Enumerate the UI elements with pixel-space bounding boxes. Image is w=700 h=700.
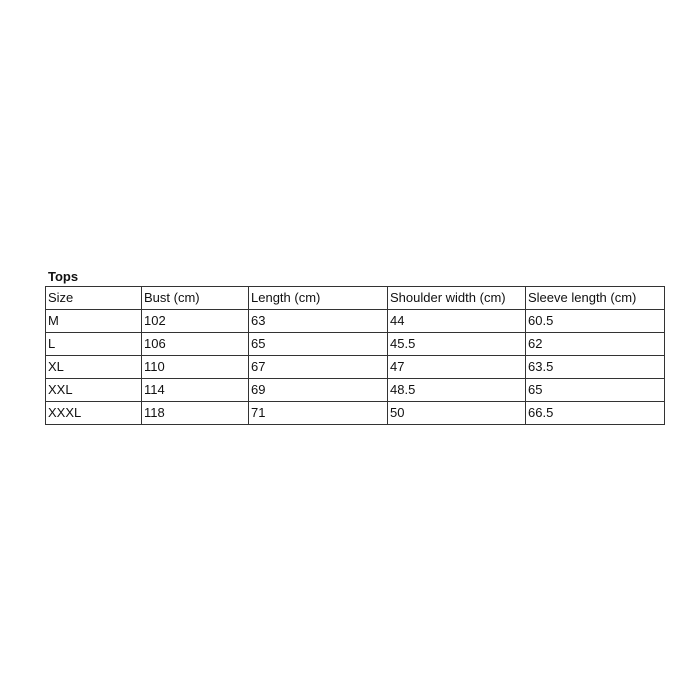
cell-shoulder-width: 47 xyxy=(388,356,526,379)
cell-length: 67 xyxy=(249,356,388,379)
table-row xyxy=(46,356,665,379)
header-cell-shoulder-width: Shoulder width (cm) xyxy=(388,287,526,310)
cell-size: XXL xyxy=(46,379,142,402)
cell-length: 65 xyxy=(249,333,388,356)
cell-size: XXXL xyxy=(46,402,142,425)
size-chart xyxy=(45,268,664,425)
header-cell-bust: Bust (cm) xyxy=(142,287,249,310)
cell-sleeve-length: 60.5 xyxy=(526,310,665,333)
header-cell-length: Length (cm) xyxy=(249,287,388,310)
cell-bust: 110 xyxy=(142,356,249,379)
cell-length: 71 xyxy=(249,402,388,425)
cell-bust: 118 xyxy=(142,402,249,425)
cell-size: M xyxy=(46,310,142,333)
cell-sleeve-length: 63.5 xyxy=(526,356,665,379)
cell-sleeve-length: 65 xyxy=(526,379,665,402)
cell-shoulder-width: 48.5 xyxy=(388,379,526,402)
cell-bust: 106 xyxy=(142,333,249,356)
cell-shoulder-width: 45.5 xyxy=(388,333,526,356)
cell-sleeve-length: 62 xyxy=(526,333,665,356)
cell-bust: 114 xyxy=(142,379,249,402)
cell-length: 63 xyxy=(249,310,388,333)
cell-size: L xyxy=(46,333,142,356)
table-row xyxy=(46,310,665,333)
cell-shoulder-width: 50 xyxy=(388,402,526,425)
header-row xyxy=(46,287,665,310)
cell-bust: 102 xyxy=(142,310,249,333)
table-row xyxy=(46,333,665,356)
cell-sleeve-length: 66.5 xyxy=(526,402,665,425)
chart-title: Tops xyxy=(48,269,79,284)
cell-length: 69 xyxy=(249,379,388,402)
cell-size: XL xyxy=(46,356,142,379)
header-cell-size: Size xyxy=(46,287,142,310)
header-cell-sleeve-length: Sleeve length (cm) xyxy=(526,287,665,310)
cell-shoulder-width: 44 xyxy=(388,310,526,333)
size-table xyxy=(45,286,665,425)
table-row xyxy=(46,402,665,425)
table-row xyxy=(46,379,665,402)
